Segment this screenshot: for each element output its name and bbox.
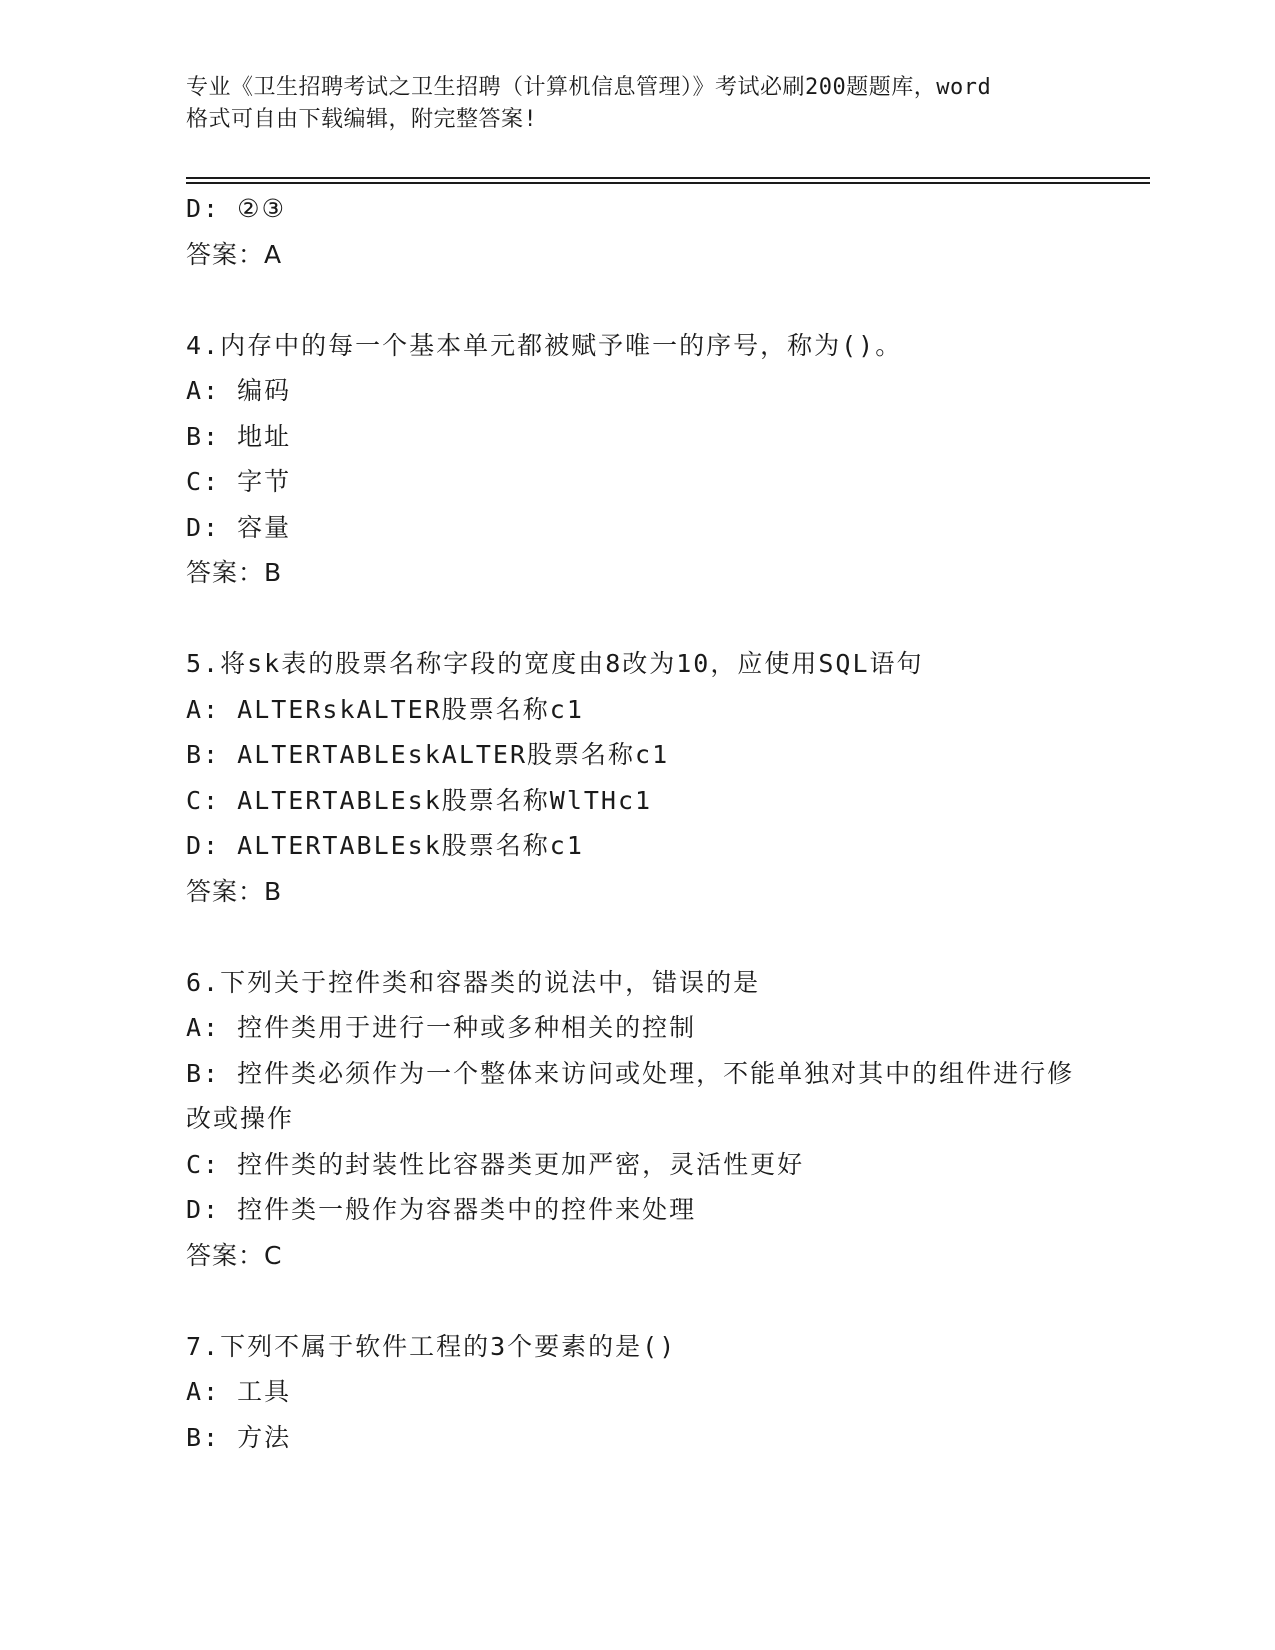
answer: 答案：C xyxy=(186,1240,283,1270)
option-c: C: 控件类的封装性比容器类更加严密，灵活性更好 xyxy=(186,1149,805,1179)
answer: 答案：A xyxy=(186,239,283,269)
option-b: B: 方法 xyxy=(186,1422,292,1452)
question-text: 5.将sk表的股票名称字段的宽度由8改为10，应使用SQL语句 xyxy=(186,649,924,678)
question-6 xyxy=(186,960,1086,1279)
question-list xyxy=(186,186,1086,1460)
option-b: B: ALTERTABLEskALTER股票名称c1 xyxy=(186,740,670,769)
header-line-1: 专业《卫生招聘考试之卫生招聘（计算机信息管理）》考试必刷200题题库，word xyxy=(186,75,992,100)
option-a: A: ALTERskALTER股票名称c1 xyxy=(186,694,584,724)
question-5 xyxy=(186,641,1086,914)
header-rule-top xyxy=(186,177,1150,179)
option-a: A: 编码 xyxy=(186,376,292,405)
option-d: D: 控件类一般作为容器类中的控件来处理 xyxy=(186,1195,697,1224)
question-text: 4.内存中的每一个基本单元都被赋予唯一的序号，称为()。 xyxy=(186,330,903,360)
option-d: D: ②③ xyxy=(186,194,286,223)
question-7 xyxy=(186,1324,1086,1461)
header-line-2: 格式可自由下载编辑，附完整答案! xyxy=(186,107,538,132)
document-header xyxy=(186,72,1086,136)
option-b: B: 控件类必须作为一个整体来访问或处理，不能单独对其中的组件进行修改或操作 xyxy=(186,1058,1075,1133)
option-c: C: ALTERTABLEsk股票名称WlTHc1 xyxy=(186,785,653,815)
option-c: C: 字节 xyxy=(186,467,292,496)
option-a: A: 工具 xyxy=(186,1377,292,1406)
header-rule-bottom xyxy=(186,182,1150,184)
option-d: D: ALTERTABLEsk股票名称c1 xyxy=(186,831,584,860)
question-4 xyxy=(186,323,1086,596)
question-text: 7.下列不属于软件工程的3个要素的是() xyxy=(186,1331,677,1361)
option-b: B: 地址 xyxy=(186,421,292,451)
answer: 答案：B xyxy=(186,876,283,906)
option-d: D: 容量 xyxy=(186,512,292,542)
option-a: A: 控件类用于进行一种或多种相关的控制 xyxy=(186,1013,697,1042)
question-3-tail xyxy=(186,186,1086,277)
answer: 答案：B xyxy=(186,558,283,587)
question-text: 6.下列关于控件类和容器类的说法中，错误的是 xyxy=(186,967,761,997)
